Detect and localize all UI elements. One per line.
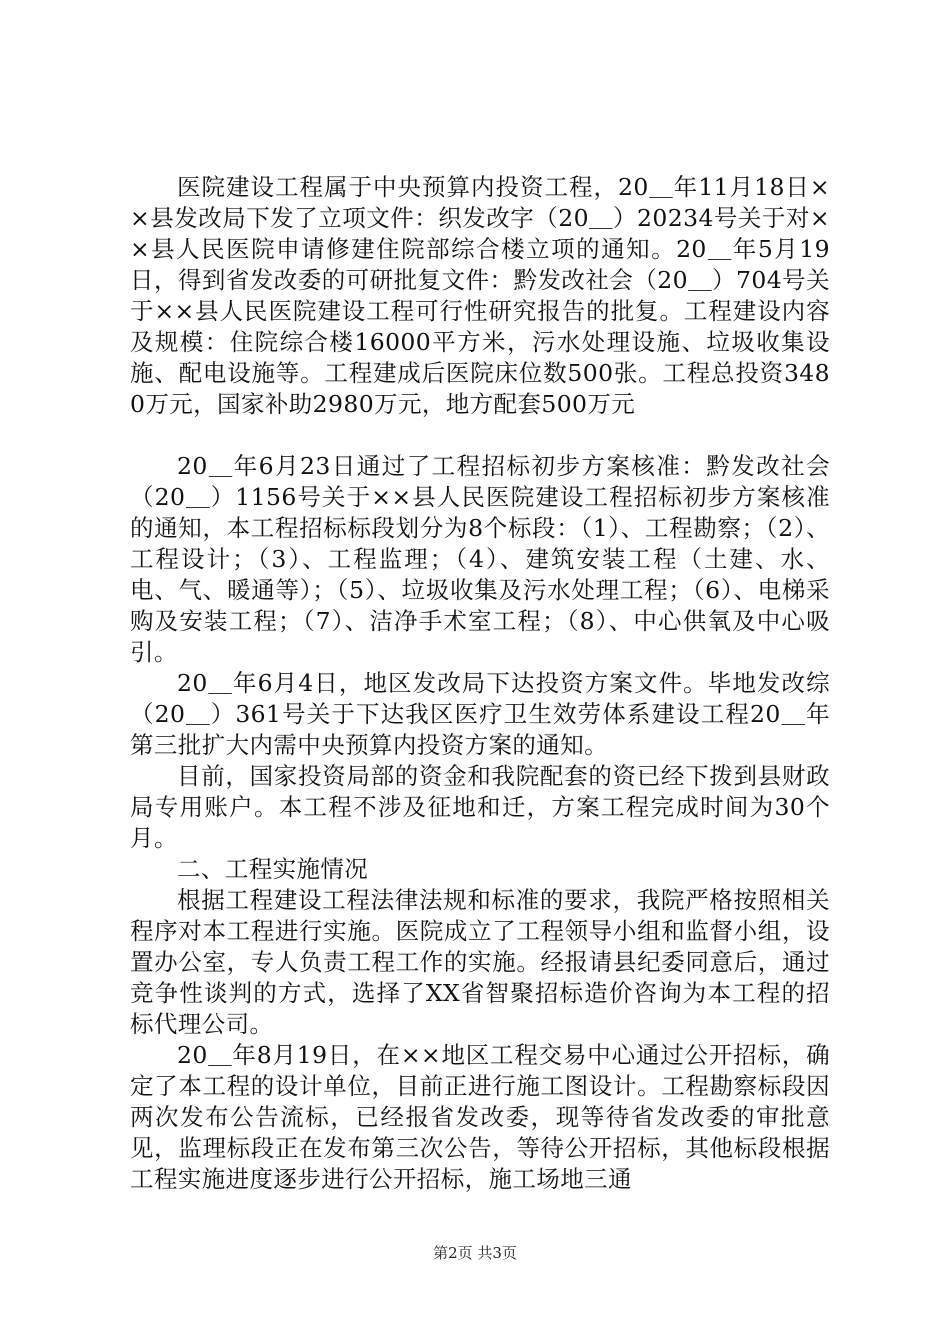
page-number: 第2页 bbox=[433, 1244, 473, 1262]
paragraph-gap bbox=[130, 420, 830, 451]
paragraph-implementation: 根据工程建设工程法律法规和标准的要求，我院严格按照相关程序对本工程进行实施。医院成立了工程领导小组和监督小组，设置办公室，专人负责工程工作的实施。经报请县纪委同意后，通过竞争性谈判的方式，选择了XX省智聚招标造价咨询为本工程的招标代理公司。 bbox=[130, 886, 830, 1038]
paragraph-project-approval: 医院建设工程属于中央预算内投资工程，20＿年11月18日××县发改局下发了立项文件：织发改字（20＿）20234号关于对××县人民医院申请修建住院部综合楼立项的通知。20＿年5月19日，得到省发改委的可研批复文件：黔发改社会（20＿）704号关于××县人民医院建设工程可行性研究报告的批复。工程建设内容及规模：住院综合楼16000平方米，污水处理设施、垃圾收集设施、配电设施等。工程建成后医院床位数500张。工程总投资3480万元，国家补助2980万元，地方配套500万元 bbox=[130, 173, 830, 418]
paragraph-investment-plan: 20＿年6月4日，地区发改局下达投资方案文件。毕地发改综（20＿）361号关于下达我区医疗卫生效劳体系建设工程20＿年第三批扩大内需中央预算内投资方案的通知。 bbox=[130, 669, 830, 759]
document-body bbox=[130, 172, 830, 1195]
paragraph-bidding-progress: 20＿年8月19日，在××地区工程交易中心通过公开招标，确定了本工程的设计单位，目前正进行施工图设计。工程勘察标段因两次发布公告流标，已经报省发改委，现等待省发改委的审批意见，监理标段正在发布第三次公告，等待公开招标，其他标段根据工程实施进度逐步进行公开招标，施工场地三通 bbox=[130, 1041, 830, 1193]
page-total: 共3页 bbox=[477, 1244, 517, 1262]
paragraph-funding-status: 目前，国家投资局部的资金和我院配套的资已经下拨到县财政局专用账户。本工程不涉及征地和迁，方案工程完成时间为30个月。 bbox=[130, 762, 830, 852]
section-heading: 二、工程实施情况 bbox=[177, 855, 369, 883]
page-footer bbox=[0, 1243, 950, 1263]
paragraph-tender-plan: 20＿年6月23日通过了工程招标初步方案核准：黔发改社会（20＿）1156号关于××县人民医院建设工程招标初步方案核准的通知，本工程招标标段划分为8个标段：（1）、工程勘察；（2）、工程设计；（3）、工程监理；（4）、建筑安装工程（土建、水、电、气、暖通等）；（5）、垃圾收集及污水处理工程；（6）、电梯采购及安装工程；（7）、洁净手术室工程；（8）、中心供氧及中心吸引。 bbox=[130, 452, 830, 666]
